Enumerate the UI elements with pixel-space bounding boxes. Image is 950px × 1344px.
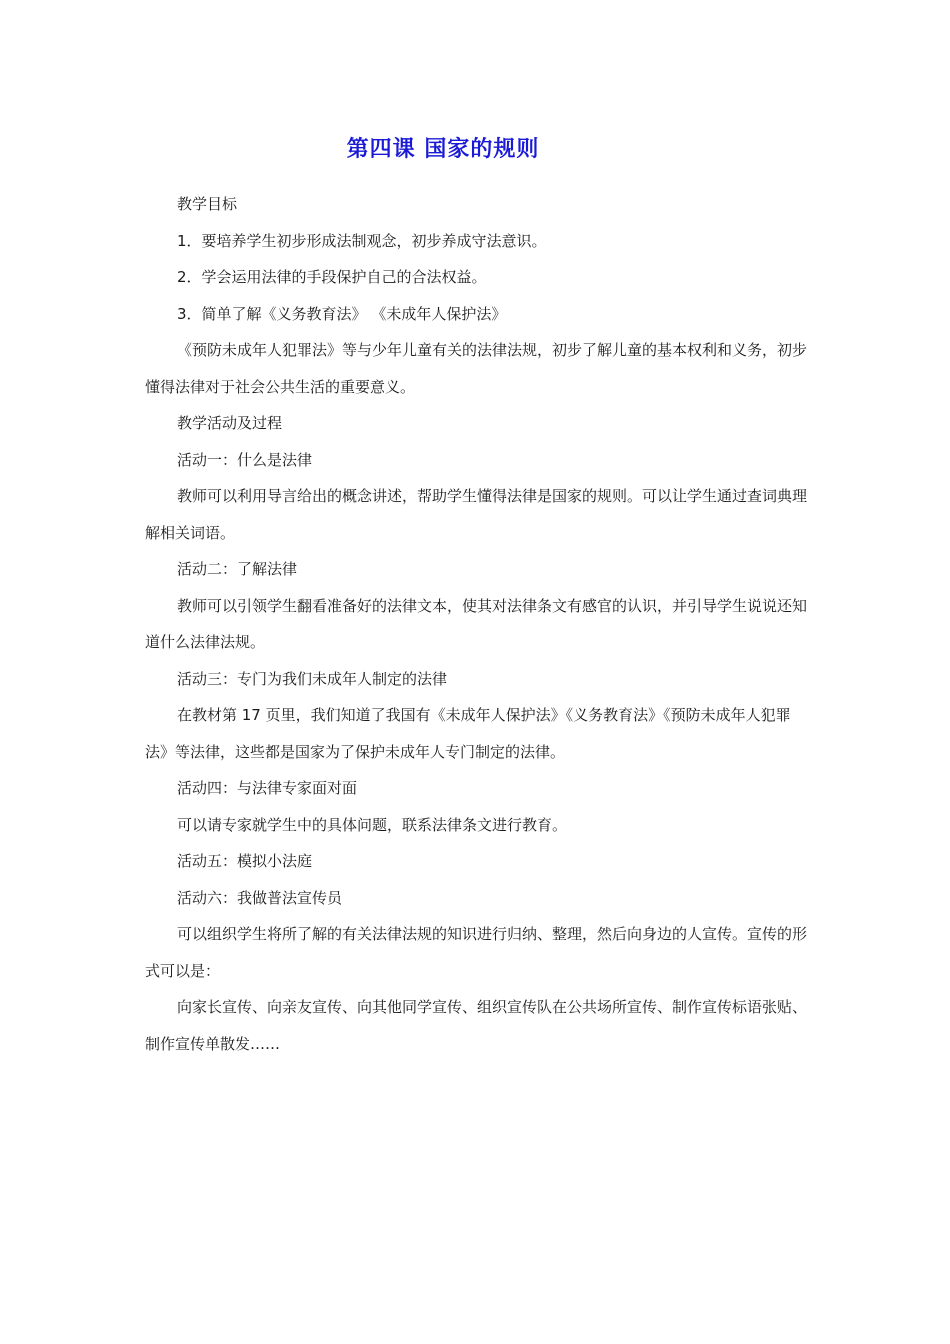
- paragraph-activity-5-heading: 活动五：模拟小法庭: [177, 852, 313, 870]
- paragraph-objective-3: 3．简单了解《义务教育法》 《未成年人保护法》: [177, 304, 507, 323]
- paragraph-activity-4-heading: 活动四：与法律专家面对面: [177, 779, 358, 797]
- paragraph-activity-3-heading: 活动三：专门为我们未成年人制定的法律: [177, 669, 448, 688]
- paragraph-activity-1-heading: 活动一：什么是法律: [177, 450, 313, 469]
- paragraph-activity-1-text: 教师可以利用导言给出的概念讲述，帮助学生懂得法律是国家的规则。可以让学生通过查词典理解相关词语。: [145, 487, 808, 542]
- paragraph-activity-4-text: 可以请专家就学生中的具体问题，联系法律条文进行教育。: [177, 815, 568, 834]
- paragraph-activities-heading: 教学活动及过程: [177, 414, 283, 432]
- paragraph-objective-3-continued: 《预防未成年人犯罪法》等与少年儿童有关的法律法规，初步了解儿童的基本权利和义务，初步懂得法律对于社会公共生活的重要意义。: [145, 341, 808, 396]
- paragraph-activity-6-forms: 向家长宣传、向亲友宣传、向其他同学宣传、组织宣传队在公共场所宣传、制作宣传标语张贴、制作宣传单散发……: [145, 998, 808, 1053]
- paragraph-activity-2-heading: 活动二：了解法律: [177, 560, 298, 578]
- paragraph-objectives-heading: 教学目标: [177, 195, 238, 213]
- paragraph-activity-6-heading: 活动六：我做普法宣传员: [177, 888, 343, 907]
- paragraph-objective-1: 1．要培养学生初步形成法制观念，初步养成守法意识。: [177, 231, 547, 250]
- paragraph-activity-6-text: 可以组织学生将所了解的有关法律法规的知识进行归纳、整理，然后向身边的人宣传。宣传的形式可以是：: [145, 925, 808, 980]
- document-title: 第四课 国家的规则: [346, 137, 540, 162]
- paragraph-objective-2: 2．学会运用法律的手段保护自己的合法权益。: [177, 268, 487, 286]
- document-body: [145, 186, 810, 1062]
- paragraph-activity-2-text: 教师可以引领学生翻看准备好的法律文本，使其对法律条文有感官的认识，并引导学生说说还知道什么法律法规。: [145, 596, 808, 651]
- paragraph-activity-3-text: 在教材第 17 页里，我们知道了我国有《未成年人保护法》《义务教育法》《预防未成年人犯罪法》等法律，这些都是国家为了保护未成年人专门制定的法律。: [145, 706, 791, 761]
